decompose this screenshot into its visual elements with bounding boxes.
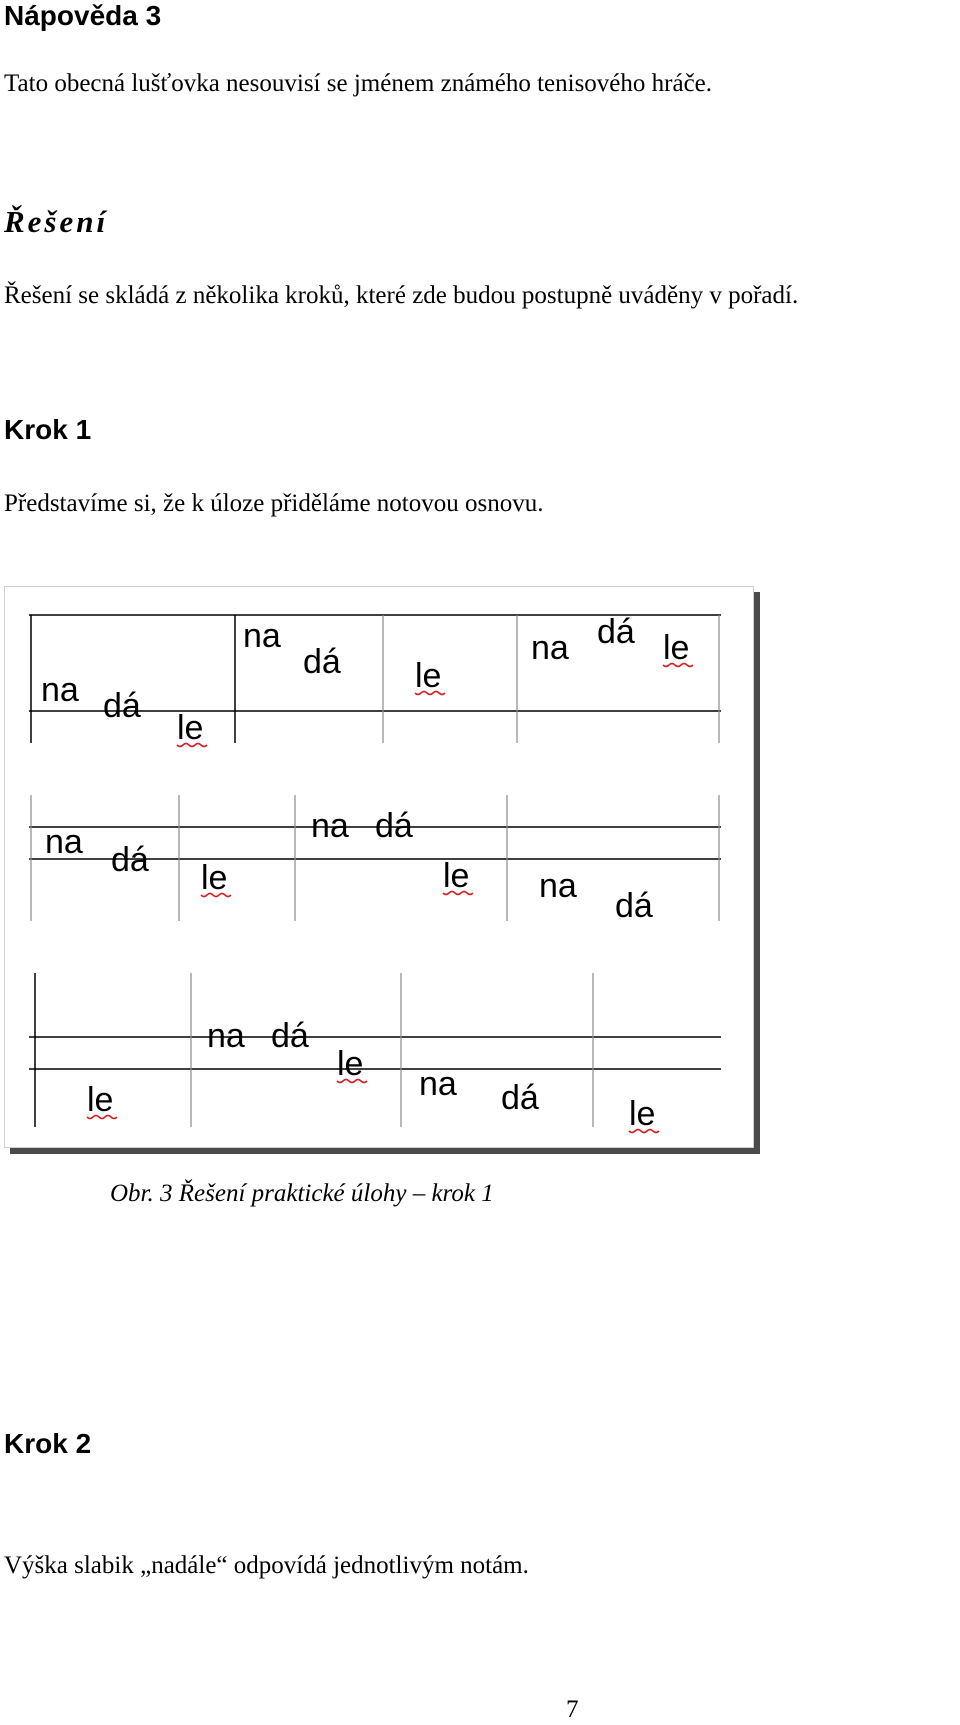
syllable-da: dá [375,807,413,845]
staff-3 [29,973,721,1133]
syllable-le: le [87,1081,114,1119]
syllable-na: na [531,629,569,667]
syllable-na: na [419,1065,457,1103]
syllable-le: le [629,1095,656,1133]
staff-figure [4,586,754,1148]
syllable-da: dá [103,687,141,725]
syllable-na: na [207,1017,245,1055]
step2-title: Krok 2 [4,1428,92,1459]
solution-intro: Řešení se skládá z několika kroků, které zde budou postupně uváděny v pořadí. [4,282,799,309]
syllable-le: le [177,709,204,747]
step1-title: Krok 1 [4,414,92,445]
syllable-na: na [243,617,281,655]
staff-drawing [5,587,753,1147]
syllable-le: le [337,1045,364,1083]
syllable-na: na [311,807,349,845]
page-number: 7 [566,1696,579,1723]
step2-text: Výška slabik „nadále“ odpovídá jednotlivým notám. [4,1552,529,1579]
syllable-le: le [415,657,442,695]
syllable-na: na [539,867,577,905]
figure-caption: Obr. 3 Řešení praktické úlohy – krok 1 [110,1180,494,1207]
step1-text: Představíme si, že k úloze přiděláme notovou osnovu. [4,490,544,517]
syllable-da: dá [615,887,653,925]
staff-1 [29,613,721,747]
solution-title: Řešení [4,204,109,239]
hint-text: Tato obecná lušťovka nesouvisí se jménem známého tenisového hráče. [4,70,713,97]
syllable-da: dá [597,613,635,651]
syllable-da: dá [111,841,149,879]
syllable-le: le [663,629,690,667]
hint-title: Nápověda 3 [4,0,162,31]
syllable-da: dá [271,1017,309,1055]
syllable-na: na [45,823,83,861]
syllable-na: na [41,671,79,709]
syllable-da: dá [501,1079,539,1117]
syllable-le: le [443,857,470,895]
syllable-le: le [201,859,228,897]
syllable-da: dá [303,643,341,681]
staff-2 [29,795,721,925]
